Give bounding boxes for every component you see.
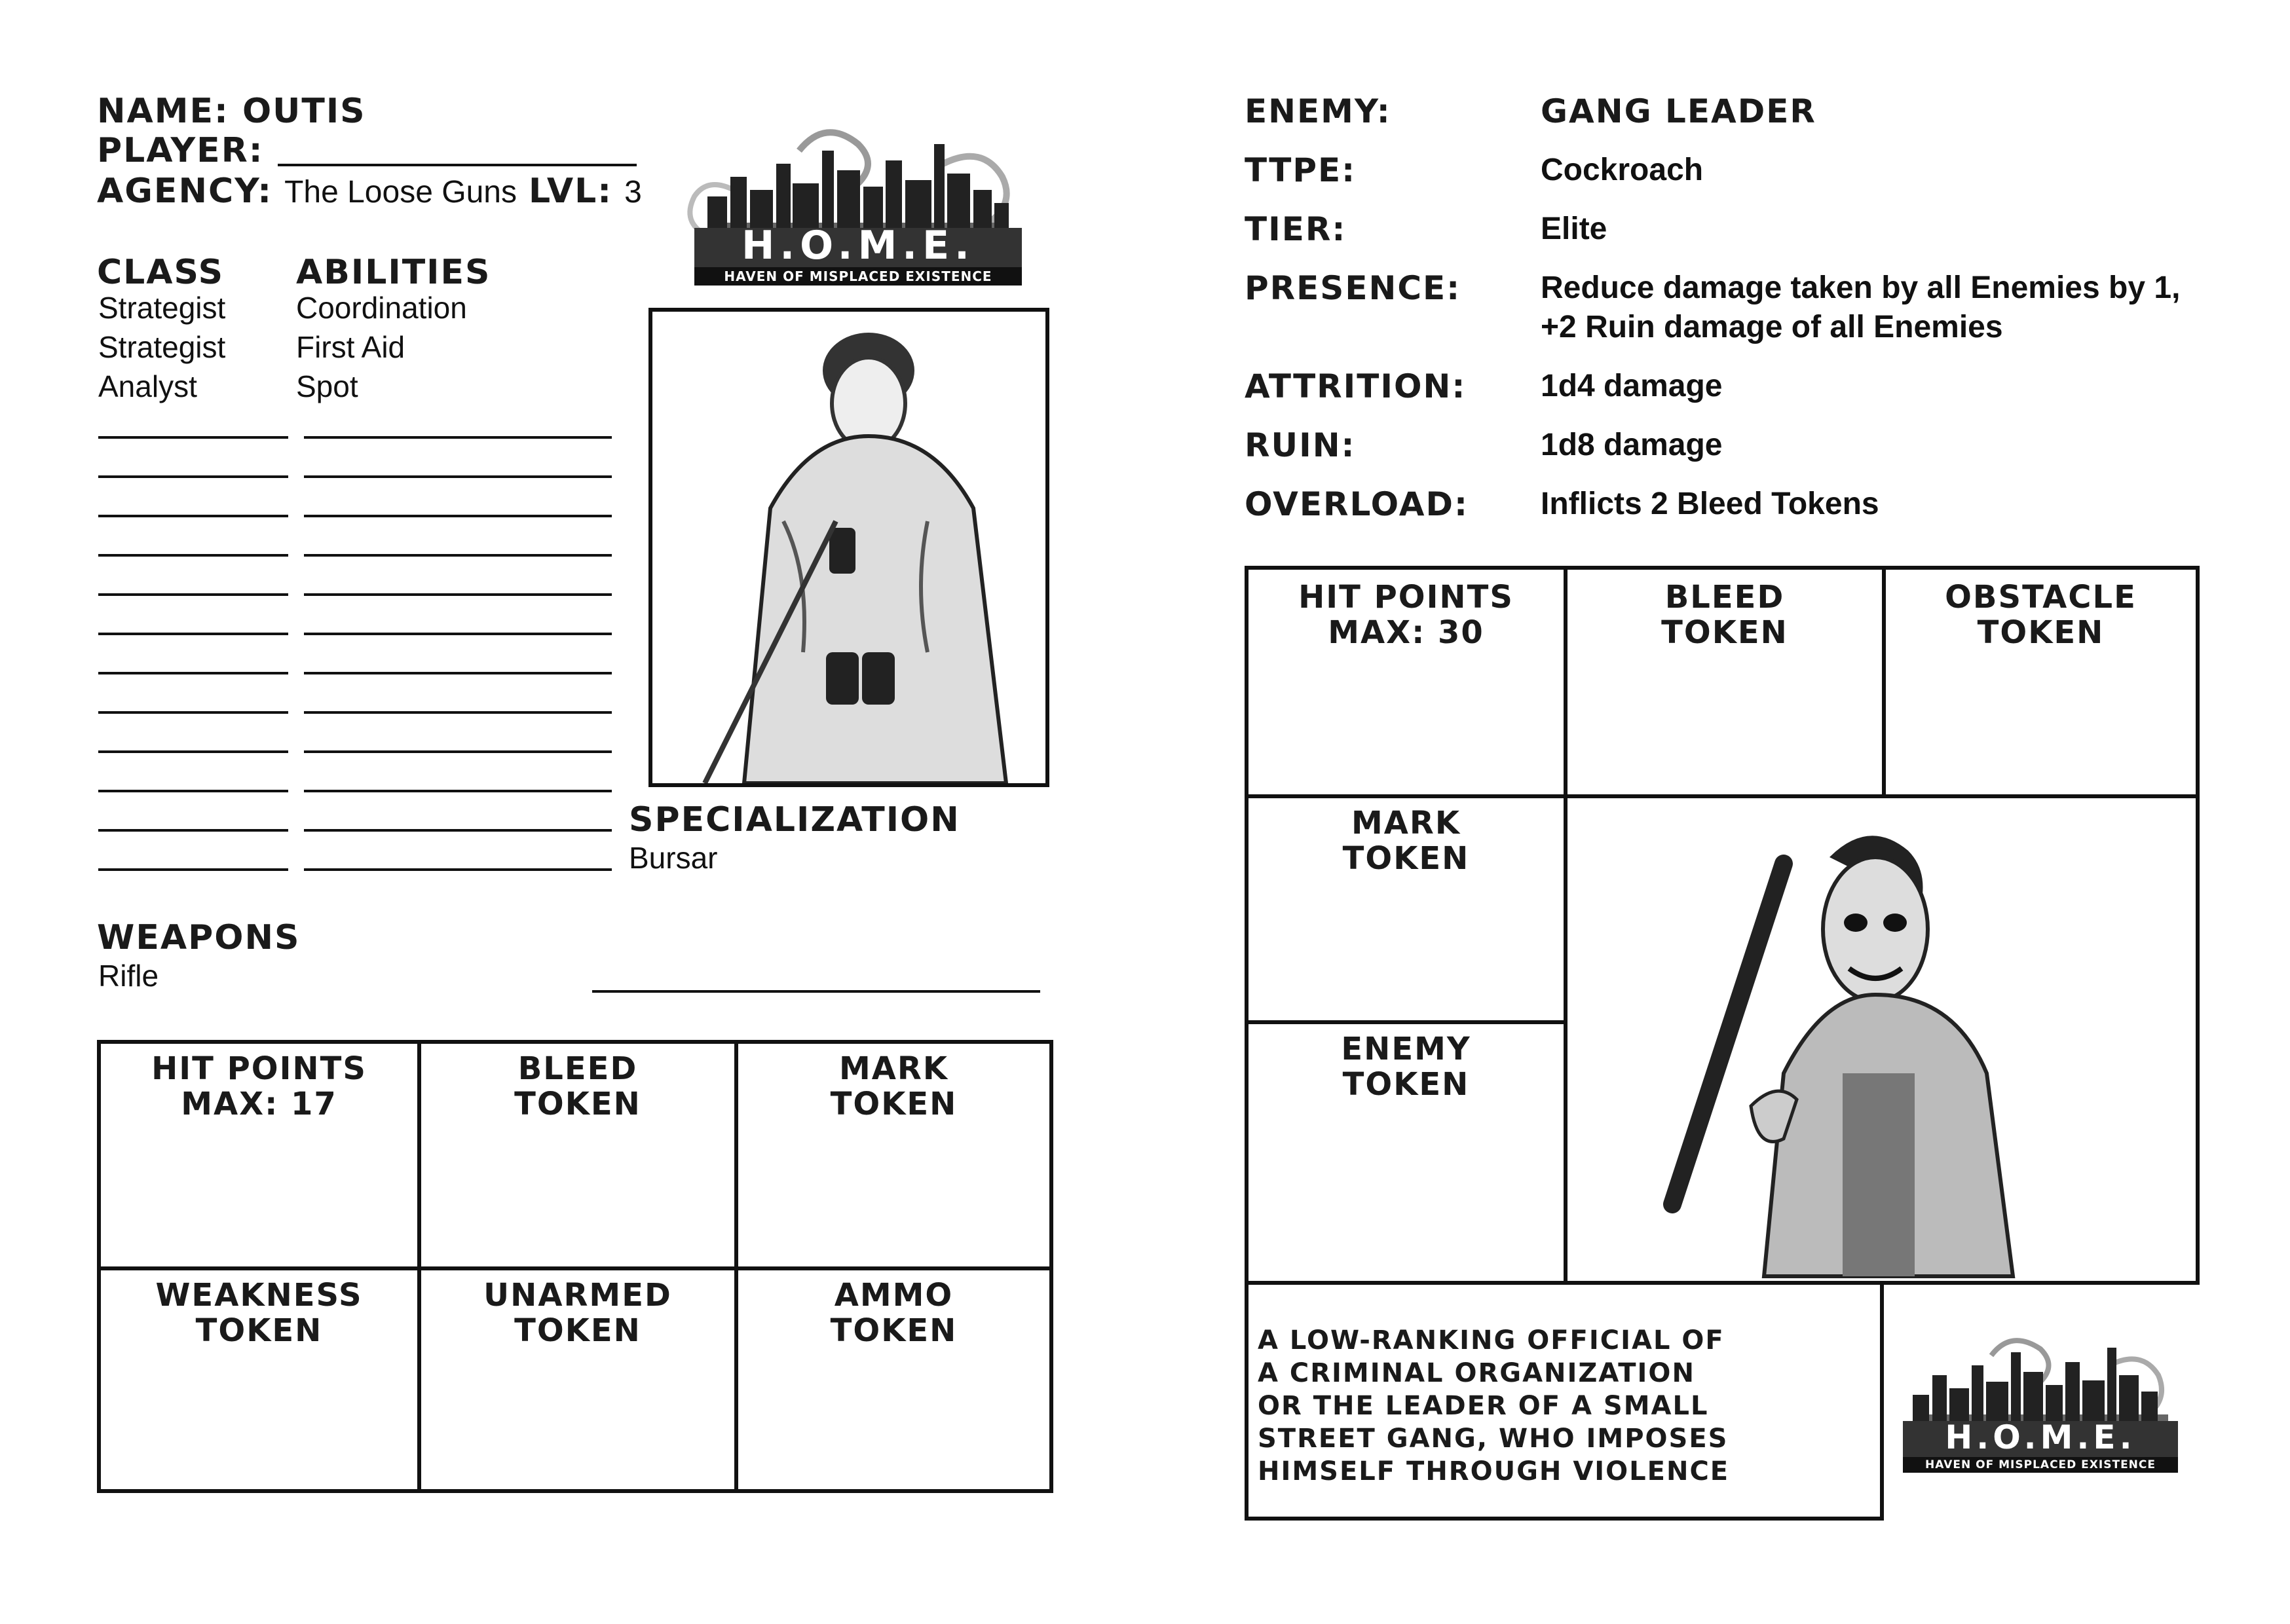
tier-value: Elite	[1541, 212, 1607, 246]
description-line: A CRIMINAL ORGANIZATION	[1258, 1358, 1695, 1388]
enemy-portrait	[1567, 798, 2196, 1281]
logo-subtitle: HAVEN OF MISPLACED EXISTENCE	[724, 268, 992, 284]
cell-subtitle: TOKEN	[1342, 1066, 1470, 1103]
attrition-label: ATTRITION:	[1245, 367, 1467, 405]
name-row	[97, 92, 366, 131]
class-write-line[interactable]	[98, 633, 288, 635]
presence-value-line2: +2 Ruin damage of all Enemies	[1541, 310, 2003, 344]
agency-row	[97, 172, 642, 211]
cell-title: HIT POINTS	[151, 1050, 367, 1087]
description-line: HIMSELF THROUGH VIOLENCE	[1258, 1456, 1730, 1486]
player-token-grid	[97, 1040, 1053, 1493]
ability-entry: Coordination	[296, 291, 467, 325]
tier-label: TIER:	[1245, 210, 1347, 248]
class-write-line[interactable]	[98, 554, 288, 557]
logo-subtitle: HAVEN OF MISPLACED EXISTENCE	[1925, 1458, 2156, 1471]
cell-subtitle: TOKEN	[514, 1086, 641, 1122]
ability-write-line[interactable]	[304, 554, 612, 557]
gang-leader-portrait-icon	[1567, 798, 2196, 1281]
class-write-line[interactable]	[98, 436, 288, 439]
cell-subtitle: TOKEN	[514, 1312, 641, 1349]
ability-write-line[interactable]	[304, 829, 612, 832]
cell-subtitle: TOKEN	[195, 1312, 323, 1349]
cell-subtitle: TOKEN	[830, 1086, 958, 1122]
home-logo-top	[668, 124, 1048, 295]
cell-subtitle: MAX: 17	[181, 1086, 337, 1122]
name-label: NAME:	[97, 92, 229, 131]
attrition-value: 1d4 damage	[1541, 369, 1723, 403]
cell-title: MARK	[838, 1050, 949, 1087]
ability-write-line[interactable]	[304, 475, 612, 478]
cell-title: WEAKNESS	[155, 1277, 363, 1314]
bleed-token-cell[interactable]	[421, 1044, 734, 1266]
cell-subtitle: TOKEN	[1661, 614, 1788, 651]
cell-subtitle: TOKEN	[830, 1312, 958, 1349]
cell-title: OBSTACLE	[1945, 579, 2137, 616]
weapons-header: WEAPONS	[97, 918, 301, 957]
abilities-header: ABILITIES	[296, 253, 491, 292]
type-label: TTPE:	[1245, 151, 1357, 189]
class-entry: Strategist	[98, 330, 226, 364]
lvl-label: LVL:	[528, 172, 613, 211]
class-write-line[interactable]	[98, 790, 288, 792]
home-logo-bottom	[1886, 1329, 2194, 1480]
logo-title: H.O.M.E.	[1945, 1418, 2136, 1456]
class-write-line[interactable]	[98, 475, 288, 478]
ability-write-line[interactable]	[304, 515, 612, 517]
description-line: A LOW-RANKING OFFICIAL OF	[1258, 1325, 1725, 1356]
hit-points-cell[interactable]	[101, 1044, 417, 1266]
soldier-portrait-icon	[652, 312, 1045, 783]
class-write-line[interactable]	[98, 672, 288, 674]
class-write-line[interactable]	[98, 868, 288, 871]
enemy-name: GANG LEADER	[1541, 92, 1816, 130]
weapons-value: Rifle	[98, 959, 159, 993]
class-entry: Analyst	[98, 369, 197, 403]
cell-title: HIT POINTS	[1298, 579, 1514, 616]
ability-write-line[interactable]	[304, 790, 612, 792]
ability-write-line[interactable]	[304, 593, 612, 596]
mark-token-cell[interactable]	[738, 1044, 1049, 1266]
enemy-enemy-token-cell[interactable]	[1248, 1024, 1564, 1281]
class-write-line[interactable]	[98, 750, 288, 753]
cell-subtitle: TOKEN	[1977, 614, 2105, 651]
description-line: STREET GANG, WHO IMPOSES	[1258, 1424, 1729, 1454]
ability-entry: First Aid	[296, 330, 405, 364]
ruin-value: 1d8 damage	[1541, 428, 1723, 462]
cell-title: BLEED	[517, 1050, 638, 1087]
enemy-bleed-token-cell[interactable]	[1567, 570, 1882, 794]
ability-entry: Spot	[296, 369, 358, 403]
player-label: PLAYER:	[97, 131, 264, 170]
enemy-obstacle-token-cell[interactable]	[1886, 570, 2196, 794]
agency-label: AGENCY:	[97, 172, 273, 211]
cell-title: ENEMY	[1341, 1031, 1471, 1067]
weapon-field[interactable]	[592, 990, 1040, 993]
overload-value: Inflicts 2 Bleed Tokens	[1541, 487, 1879, 521]
agency-value: The Loose Guns	[284, 175, 517, 210]
specialization-header: SPECIALIZATION	[629, 800, 960, 840]
class-header: CLASS	[97, 253, 225, 292]
cell-title: MARK	[1351, 805, 1461, 841]
overload-label: OVERLOAD:	[1245, 485, 1469, 523]
weakness-token-cell[interactable]	[101, 1270, 417, 1489]
ability-write-line[interactable]	[304, 633, 612, 635]
ability-write-line[interactable]	[304, 750, 612, 753]
enemy-description-box	[1245, 1281, 1884, 1521]
ability-write-line[interactable]	[304, 436, 612, 439]
cell-title: BLEED	[1664, 579, 1785, 616]
class-write-line[interactable]	[98, 711, 288, 714]
enemy-hit-points-cell[interactable]	[1248, 570, 1564, 794]
cell-title: UNARMED	[483, 1277, 672, 1314]
cell-subtitle: TOKEN	[1342, 840, 1470, 877]
player-field[interactable]	[278, 164, 637, 166]
ability-write-line[interactable]	[304, 711, 612, 714]
presence-value: Reduce damage taken by all Enemies by 1,	[1541, 270, 2181, 305]
ability-write-line[interactable]	[304, 868, 612, 871]
name-value: OUTIS	[242, 92, 366, 131]
class-write-line[interactable]	[98, 593, 288, 596]
description-line: OR THE LEADER OF A SMALL	[1258, 1391, 1709, 1421]
class-entry: Strategist	[98, 291, 226, 325]
cell-subtitle: MAX: 30	[1328, 614, 1484, 651]
presence-label: PRESENCE:	[1245, 269, 1461, 307]
class-write-line[interactable]	[98, 515, 288, 517]
class-write-line[interactable]	[98, 829, 288, 832]
enemy-token-grid	[1245, 566, 2200, 1285]
enemy-label: ENEMY:	[1245, 92, 1391, 130]
character-portrait	[648, 308, 1049, 787]
logo-title: H.O.M.E.	[741, 223, 975, 268]
unarmed-token-cell[interactable]	[421, 1270, 734, 1489]
ability-write-line[interactable]	[304, 672, 612, 674]
cell-title: AMMO	[834, 1277, 954, 1314]
type-value: Cockroach	[1541, 153, 1704, 187]
specialization-value: Bursar	[629, 841, 718, 875]
ammo-token-cell[interactable]	[738, 1270, 1049, 1489]
enemy-mark-token-cell[interactable]	[1248, 798, 1564, 1020]
ruin-label: RUIN:	[1245, 426, 1356, 464]
lvl-value: 3	[624, 175, 642, 210]
